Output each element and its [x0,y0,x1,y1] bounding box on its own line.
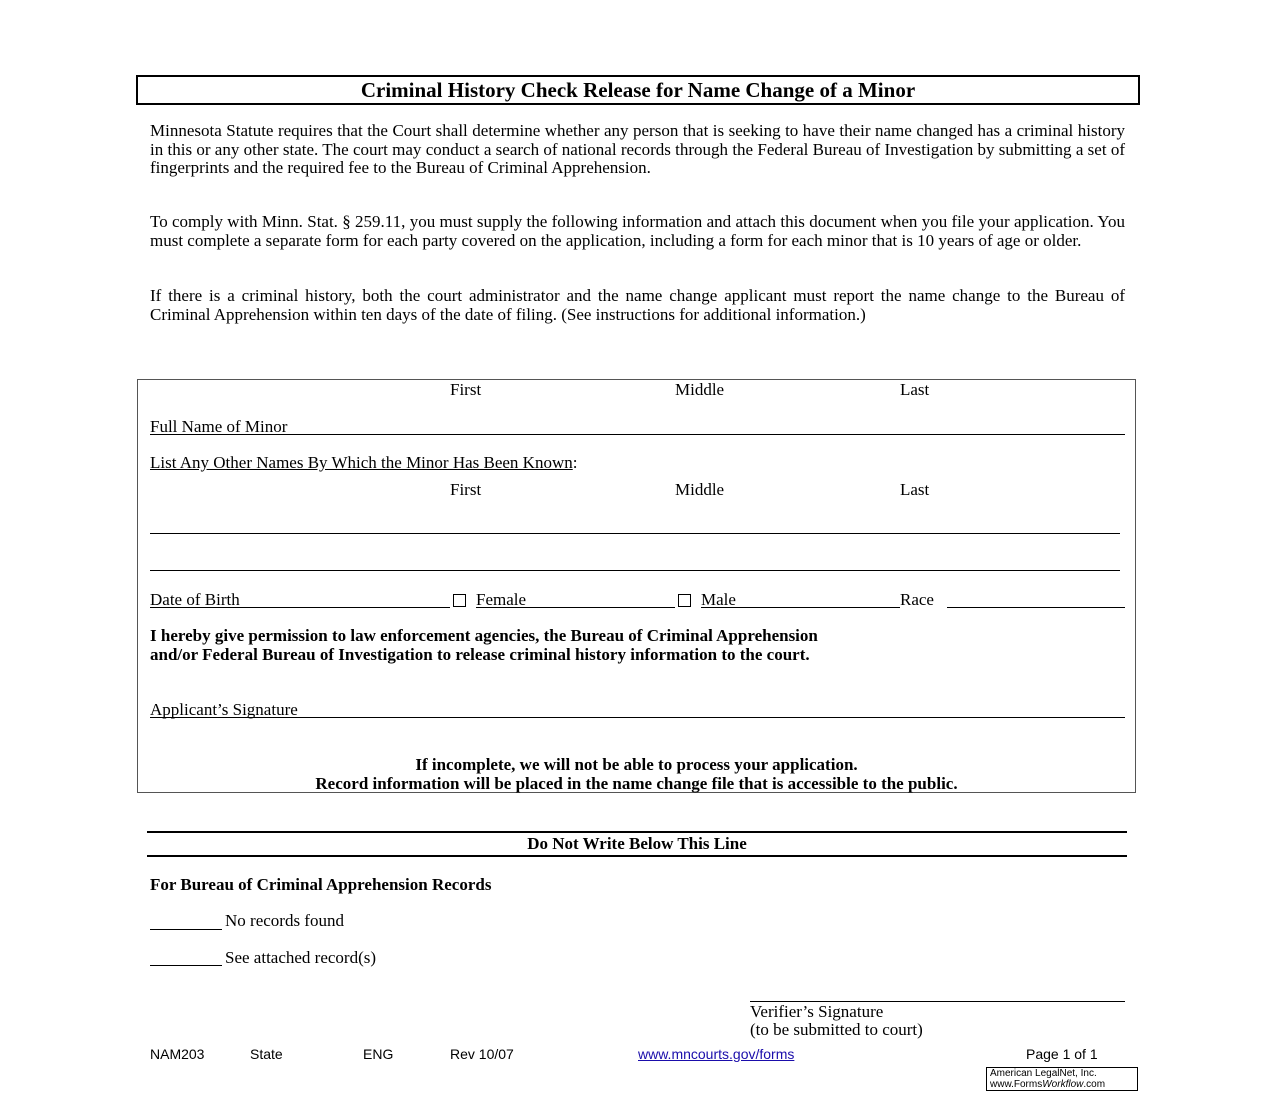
other-names-label: List Any Other Names By Which the Minor Has Been Known: [150,453,578,472]
footer-revision: Rev 10/07 [450,1046,514,1062]
permission-line-2: and/or Federal Bureau of Investigation to release criminal history information to the court. [150,644,810,664]
warning-line-2: Record information will be placed in the name change file that is accessible to the public. [315,773,958,793]
incomplete-warning [137,756,1136,793]
intro-paragraph-statute: Minnesota Statute requires that the Court shall determine whether any person that is seeking to have their name changed has a criminal history in this or any other state. The court may conduct a search of national records through the Federal Bureau of Investigation by submitting a set of fingerprints and the required fee to the Bureau of Criminal Apprehension. [150,121,1125,177]
badge-line-1: American LegalNet, Inc. [990,1068,1097,1079]
dob-label: Date of Birth [150,590,240,609]
verifier-line-2: (to be submitted to court) [750,1020,923,1039]
col-middle-label-2: Middle [675,480,725,499]
bca-records-heading: For Bureau of Criminal Apprehension Records [150,875,492,894]
minor-info-form-box [137,379,1136,793]
full-name-field[interactable] [150,434,1125,435]
see-attached-label: See attached record(s) [225,948,377,967]
footer-jurisdiction: State [250,1046,283,1062]
no-records-blank[interactable] [150,929,222,930]
no-records-label: No records found [225,911,344,930]
col-last-label-2: Last [900,480,930,499]
intro-paragraph-compliance: To comply with Minn. Stat. § 259.11, you must supply the following information and attach this document when you file your application. You must complete a separate form for each party covered on the application, including a form for each minor that is 10 years of age or older. [150,212,1125,250]
female-label: Female [476,590,527,609]
male-underline [701,607,900,608]
race-field[interactable] [947,607,1125,608]
race-label: Race [900,590,934,609]
col-middle-label: Middle [675,380,725,399]
male-checkbox[interactable] [678,594,691,607]
intro-paragraph-reporting: If there is a criminal history, both the court administrator and the name change applicant must report the name change to the Bureau of Criminal Apprehension within ten days of the date of filing. (See instructions for additional information.) [150,286,1125,324]
form-title: Criminal History Check Release for Name Change of a Minor [136,75,1140,105]
applicant-signature-field[interactable] [150,717,1125,718]
female-checkbox[interactable] [453,594,466,607]
permission-line-1: I hereby give permission to law enforcement agencies, the Bureau of Criminal Apprehension [150,626,818,645]
other-name-field-1[interactable] [150,533,1120,534]
col-first-label-2: First [450,480,482,499]
other-name-field-2[interactable] [150,570,1120,571]
see-attached-blank[interactable] [150,965,222,966]
male-label: Male [701,590,736,609]
applicant-signature-label: Applicant’s Signature [150,700,298,719]
divider-bottom-rule [147,855,1127,857]
footer-form-code: NAM203 [150,1046,205,1062]
divider-top-rule [147,831,1127,833]
warning-line-1: If incomplete, we will not be able to process your application. [415,755,858,774]
col-last-label: Last [900,380,930,399]
verifier-line-1: Verifier’s Signature [750,1002,884,1021]
do-not-write-label: Do Not Write Below This Line [527,834,747,853]
dob-field[interactable] [150,607,450,608]
permission-statement [150,627,818,664]
female-underline [476,607,675,608]
american-legalnet-badge[interactable] [986,1067,1138,1091]
badge-line-2: www.FormsWorkflow.com [990,1078,1106,1090]
full-name-label: Full Name of Minor [150,417,288,436]
footer-forms-link[interactable]: www.mncourts.gov/forms [638,1046,795,1062]
verifier-signature-label [750,1003,923,1039]
footer-language: ENG [363,1046,394,1062]
col-first-label: First [450,380,482,399]
footer-page-number: Page 1 of 1 [1026,1046,1098,1062]
